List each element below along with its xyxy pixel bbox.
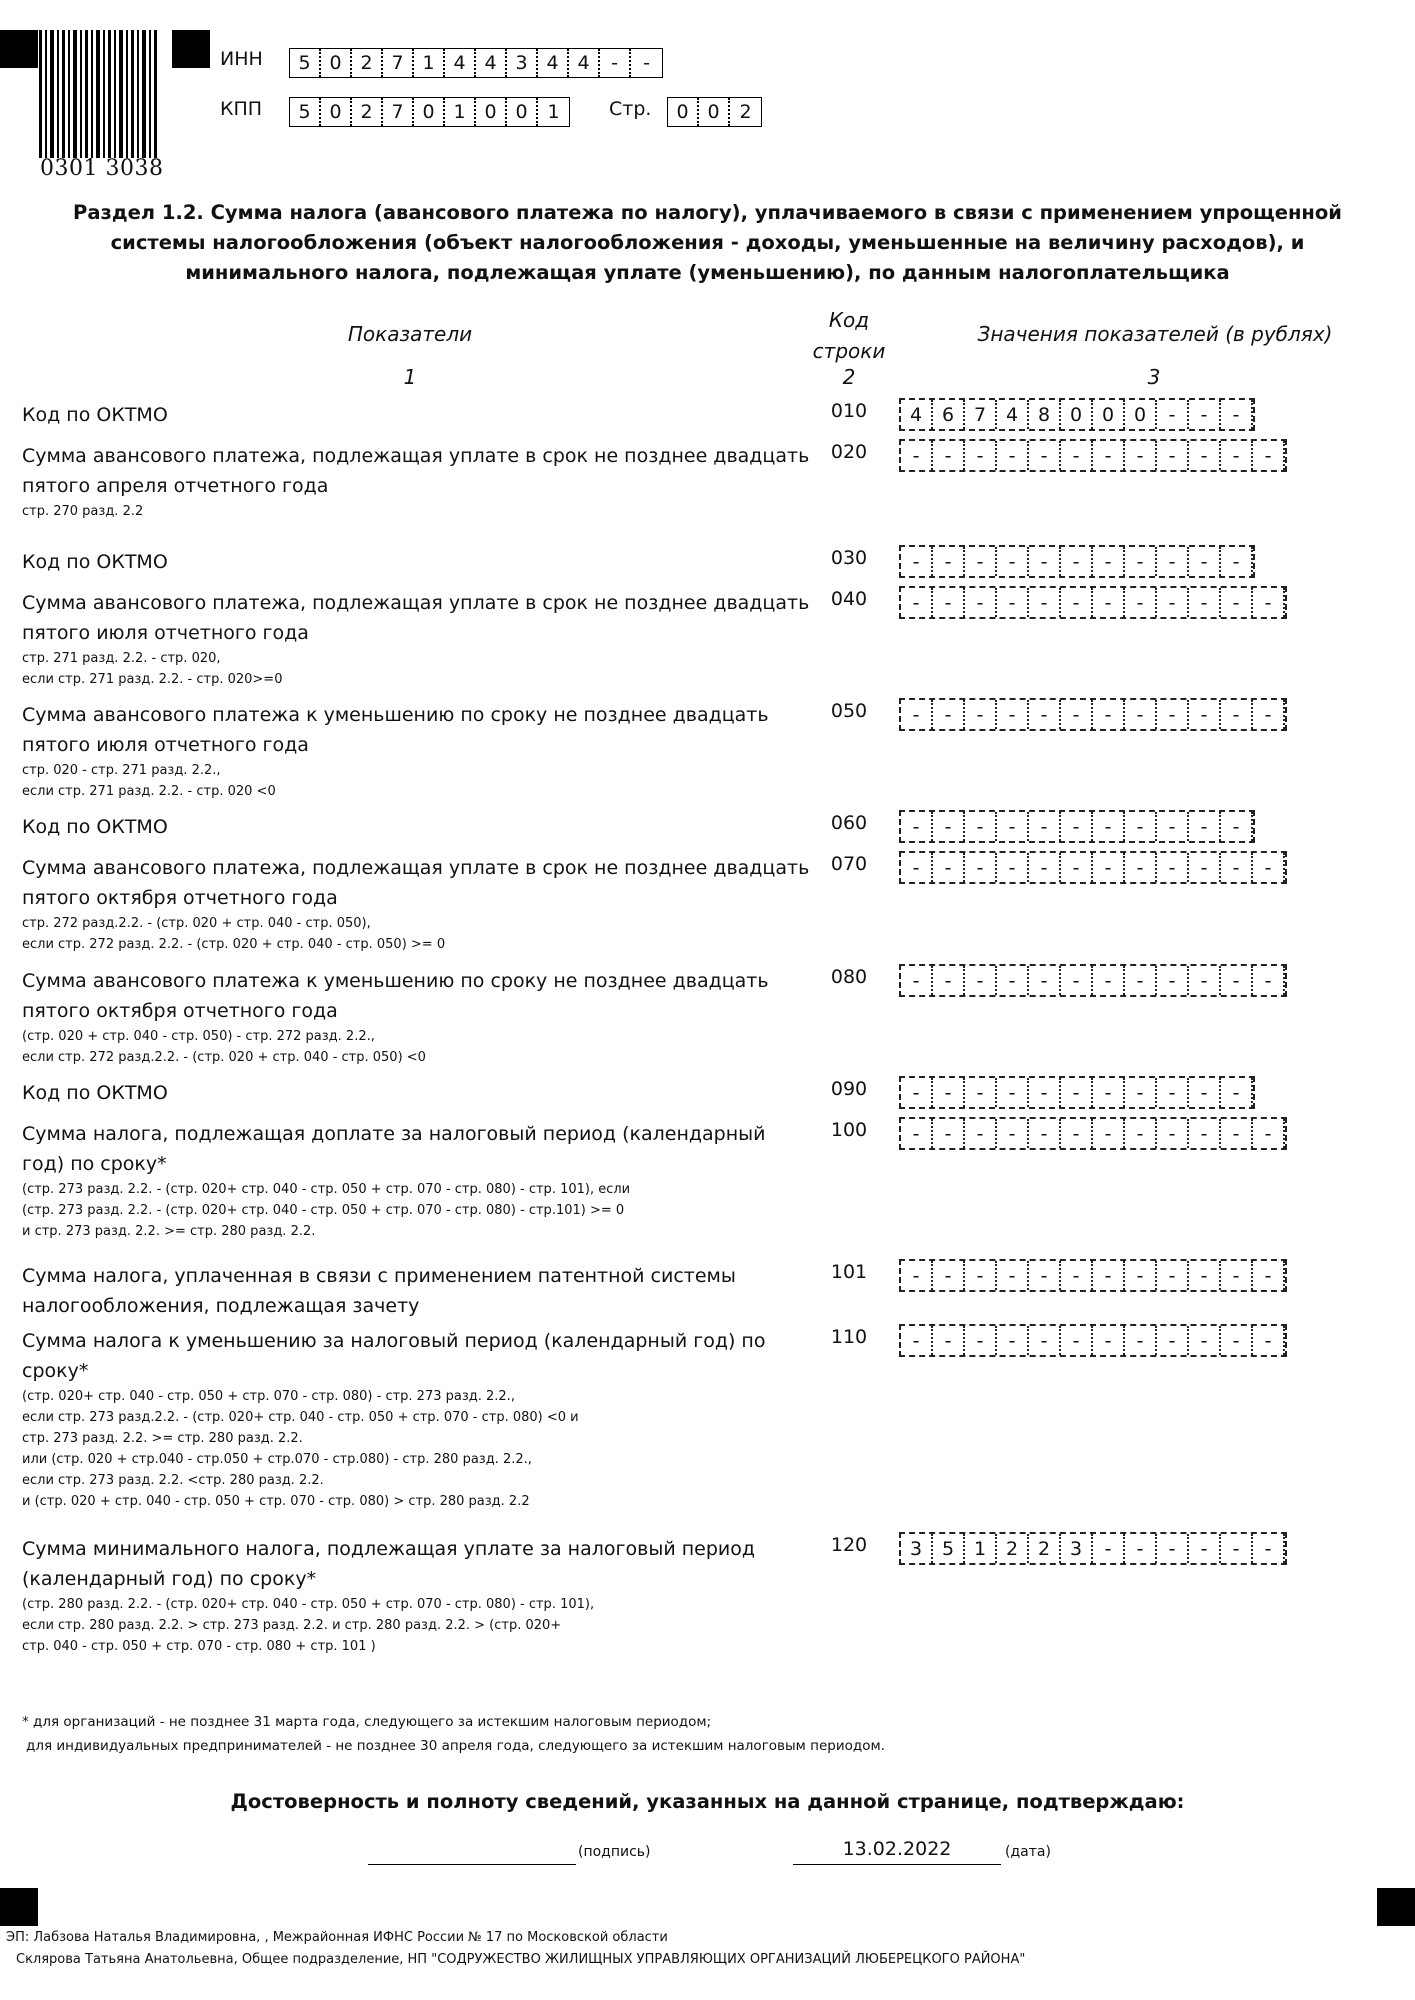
value-cell: -: [1093, 966, 1125, 995]
value-cell: -: [1093, 588, 1125, 617]
value-cell: -: [1221, 1534, 1253, 1563]
electronic-signature-line-1: ЭП: Лабзова Наталья Владимировна, , Межрайонная ИФНС России № 17 по Московской области: [6, 1930, 668, 1945]
value-cell: -: [997, 853, 1029, 882]
row-100-title: Сумма налога, подлежащая доплате за налоговый период (календарный год) по сроку*: [22, 1123, 766, 1175]
row-010-title: Код по ОКТМО: [22, 404, 168, 426]
row-120-code: 120: [830, 1534, 868, 1556]
value-cell: -: [997, 1261, 1029, 1290]
value-cell: -: [1157, 966, 1189, 995]
column-header-indicators: Показатели: [347, 322, 473, 346]
row-110-title: Сумма налога к уменьшению за налоговый период (календарный год) по сроку*: [22, 1330, 766, 1382]
value-cell: -: [1189, 1534, 1221, 1563]
row-030-value-field[interactable]: [899, 545, 1255, 578]
section-title-line-2: системы налогообложения (объект налогообложения - доходы, уменьшенные на величину расходов), и: [110, 231, 1305, 254]
row-080-code: 080: [830, 966, 868, 988]
value-cell: -: [965, 1078, 997, 1107]
row-070-formula-note: если стр. 272 разд. 2.2. - (стр. 020 + стр. 040 - стр. 050) >= 0: [22, 937, 446, 952]
row-101-label: [22, 1261, 812, 1321]
signature-caption: (подпись): [578, 1844, 651, 1860]
row-070-value-field[interactable]: [899, 851, 1287, 884]
value-cell: -: [901, 588, 933, 617]
value-cell: -: [1221, 441, 1253, 470]
value-cell: -: [1029, 588, 1061, 617]
value-cell: -: [901, 1078, 933, 1107]
inn-cell: 3: [507, 49, 538, 77]
row-030-label: [22, 547, 812, 577]
value-cell: -: [965, 441, 997, 470]
inn-cell: -: [600, 49, 631, 77]
value-cell: -: [965, 966, 997, 995]
row-060-title: Код по ОКТМО: [22, 816, 168, 838]
value-cell: -: [965, 812, 997, 841]
kpp-cell: 0: [507, 98, 538, 126]
value-cell: -: [901, 853, 933, 882]
row-080-formula-note: (стр. 020 + стр. 040 - стр. 050) - стр. 272 разд. 2.2.,: [22, 1029, 375, 1044]
value-cell: -: [1157, 812, 1189, 841]
value-cell: -: [997, 1326, 1029, 1355]
value-cell: 0: [1125, 400, 1157, 429]
inn-cell: 4: [569, 49, 600, 77]
column-header-code: [790, 305, 908, 367]
row-080-label: [22, 966, 812, 1068]
value-cell: -: [1157, 1119, 1189, 1148]
inn-field: [289, 48, 663, 78]
value-cell: -: [1061, 1326, 1093, 1355]
value-cell: 4: [997, 400, 1029, 429]
value-cell: -: [1157, 547, 1189, 576]
value-cell: -: [1125, 966, 1157, 995]
value-cell: -: [965, 547, 997, 576]
page-cell: 0: [668, 98, 699, 126]
row-090-value-field[interactable]: [899, 1076, 1255, 1109]
value-cell: -: [1221, 812, 1253, 841]
row-080-title: Сумма авансового платежа к уменьшению по сроку не позднее двадцать пятого октября отчетного года: [22, 970, 769, 1022]
kpp-cell: 5: [290, 98, 321, 126]
row-110-label: [22, 1326, 812, 1512]
value-cell: -: [1221, 700, 1253, 729]
row-100-code: 100: [830, 1119, 868, 1141]
value-cell: -: [1093, 441, 1125, 470]
row-020-code: 020: [830, 441, 868, 463]
row-110-formula-note: или (стр. 020 + стр.040 - стр.050 + стр.070 - стр.080) - стр. 280 разд. 2.2.,: [22, 1452, 532, 1467]
kpp-cell: 2: [352, 98, 383, 126]
value-cell: -: [901, 700, 933, 729]
row-070-formula-note: стр. 272 разд.2.2. - (стр. 020 + стр. 040 - стр. 050),: [22, 916, 371, 931]
page-cell: 2: [739, 101, 752, 123]
row-101-code: 101: [830, 1261, 868, 1283]
value-cell: -: [997, 588, 1029, 617]
value-cell: -: [1253, 441, 1285, 470]
value-cell: 2: [997, 1534, 1029, 1563]
value-cell: -: [1253, 1119, 1285, 1148]
value-cell: -: [1157, 853, 1189, 882]
row-120-formula-note: (стр. 280 разд. 2.2. - (стр. 020+ стр. 040 - стр. 050 + стр. 070 - стр. 080) - стр. 101),: [22, 1597, 595, 1612]
row-020-title: Сумма авансового платежа, подлежащая уплате в срок не позднее двадцать пятого апреля отчетного года: [22, 445, 810, 497]
row-030-title: Код по ОКТМО: [22, 551, 168, 573]
inn-cell: 7: [383, 49, 414, 77]
value-cell: -: [1125, 441, 1157, 470]
value-cell: -: [1029, 547, 1061, 576]
page-number-field: [667, 97, 762, 127]
value-cell: -: [1157, 1078, 1189, 1107]
value-cell: -: [1125, 812, 1157, 841]
value-cell: -: [1029, 441, 1061, 470]
column-number-1: 1: [403, 365, 417, 389]
value-cell: -: [933, 588, 965, 617]
value-cell: -: [1189, 400, 1221, 429]
inn-cell: 1: [414, 49, 445, 77]
row-080-value-field[interactable]: [899, 964, 1287, 997]
value-cell: -: [1061, 547, 1093, 576]
value-cell: -: [1157, 1326, 1189, 1355]
value-cell: -: [997, 966, 1029, 995]
kpp-field: [289, 97, 570, 127]
value-cell: -: [933, 547, 965, 576]
value-cell: 3: [901, 1534, 933, 1563]
row-040-value-field[interactable]: [899, 586, 1287, 619]
value-cell: -: [965, 1119, 997, 1148]
value-cell: -: [1253, 966, 1285, 995]
value-cell: -: [1061, 1261, 1093, 1290]
value-cell: -: [1189, 853, 1221, 882]
kpp-label: КПП: [220, 98, 263, 120]
value-cell: -: [965, 1261, 997, 1290]
row-100-value-field[interactable]: [899, 1117, 1287, 1150]
row-080-formula-note: если стр. 272 разд.2.2. - (стр. 020 + стр. 040 - стр. 050) <0: [22, 1050, 426, 1065]
barcode-number: 0301 3038: [40, 156, 164, 181]
kpp-cell: 7: [383, 98, 414, 126]
inn-cell: 0: [321, 49, 352, 77]
value-cell: -: [1221, 588, 1253, 617]
value-cell: -: [1029, 1119, 1061, 1148]
row-110-code: 110: [830, 1326, 868, 1348]
value-cell: -: [901, 441, 933, 470]
value-cell: -: [1061, 853, 1093, 882]
row-101-title: Сумма налога, уплаченная в связи с применением патентной системы налогообложения, подлежащая зачету: [22, 1265, 736, 1317]
kpp-cell: 1: [445, 98, 476, 126]
row-050-title: Сумма авансового платежа к уменьшению по сроку не позднее двадцать пятого июля отчетного года: [22, 704, 769, 756]
row-070-title: Сумма авансового платежа, подлежащая уплате в срок не позднее двадцать пятого октября отчетного года: [22, 857, 810, 909]
row-060-value-field[interactable]: [899, 810, 1255, 843]
value-cell: -: [1189, 547, 1221, 576]
corner-marker-top-right: [172, 30, 210, 68]
value-cell: -: [1125, 700, 1157, 729]
value-cell: -: [1221, 1078, 1253, 1107]
footnote-line-2: для индивидуальных предпринимателей - не позднее 30 апреля года, следующего за истекшим налоговым периодом.: [26, 1738, 885, 1754]
column-header-code-line-1: Код: [828, 308, 870, 332]
value-cell: -: [997, 812, 1029, 841]
inn-cell: 4: [445, 49, 476, 77]
column-header-values: Значения показателей (в рублях): [977, 322, 1333, 346]
value-cell: -: [1253, 1326, 1285, 1355]
value-cell: -: [1157, 700, 1189, 729]
page-cell: 0: [699, 98, 730, 126]
column-header-code-line-2: строки: [812, 339, 886, 363]
value-cell: -: [1125, 853, 1157, 882]
row-010-label: [22, 400, 812, 430]
value-cell: -: [933, 1326, 965, 1355]
value-cell: -: [1061, 700, 1093, 729]
value-cell: -: [933, 700, 965, 729]
value-cell: -: [997, 547, 1029, 576]
row-020-value-field[interactable]: [899, 439, 1287, 472]
value-cell: -: [1061, 966, 1093, 995]
value-cell: -: [1125, 1261, 1157, 1290]
value-cell: 4: [901, 400, 933, 429]
row-050-value-field[interactable]: [899, 698, 1287, 731]
value-cell: -: [1157, 400, 1189, 429]
value-cell: -: [1093, 853, 1125, 882]
value-cell: 6: [933, 400, 965, 429]
value-cell: -: [965, 853, 997, 882]
value-cell: -: [1189, 966, 1221, 995]
row-070-label: [22, 853, 812, 955]
section-title: [60, 198, 1355, 288]
value-cell: -: [1029, 966, 1061, 995]
value-cell: 8: [1029, 400, 1061, 429]
row-110-formula-note: если стр. 273 разд.2.2. - (стр. 020+ стр. 040 - стр. 050 + стр. 070 - стр. 080) <0 и: [22, 1410, 579, 1425]
row-010-code: 010: [830, 400, 868, 422]
value-cell: -: [1221, 966, 1253, 995]
value-cell: -: [901, 1261, 933, 1290]
value-cell: -: [1221, 1326, 1253, 1355]
row-120-label: [22, 1534, 812, 1657]
electronic-signature: [6, 1927, 1025, 1971]
value-cell: -: [1157, 441, 1189, 470]
value-cell: -: [1125, 588, 1157, 617]
row-030-code: 030: [830, 547, 868, 569]
row-100-formula-note: (стр. 273 разд. 2.2. - (стр. 020+ стр. 040 - стр. 050 + стр. 070 - стр. 080) - стр.101) >= 0: [22, 1203, 625, 1218]
value-cell: -: [997, 700, 1029, 729]
value-cell: -: [1093, 1261, 1125, 1290]
value-cell: -: [1221, 1119, 1253, 1148]
value-cell: -: [901, 1326, 933, 1355]
date-value: 13.02.2022: [842, 1838, 952, 1860]
row-070-code: 070: [830, 853, 868, 875]
kpp-cell: 0: [321, 98, 352, 126]
value-cell: -: [1029, 1261, 1061, 1290]
inn-label: ИНН: [220, 48, 263, 70]
value-cell: -: [1093, 1119, 1125, 1148]
row-101-value-field[interactable]: [899, 1259, 1287, 1292]
row-040-formula-note: если стр. 271 разд. 2.2. - стр. 020>=0: [22, 672, 283, 687]
row-040-formula-note: стр. 271 разд. 2.2. - стр. 020,: [22, 651, 221, 666]
inn-cell: -: [643, 52, 650, 74]
row-100-label: [22, 1119, 812, 1242]
value-cell: -: [1061, 1119, 1093, 1148]
value-cell: -: [1221, 547, 1253, 576]
value-cell: 0: [1061, 400, 1093, 429]
row-120-title: Сумма минимального налога, подлежащая уплате за налоговый период (календарный год) по сроку*: [22, 1538, 755, 1590]
inn-cell: 5: [290, 49, 321, 77]
value-cell: -: [1029, 1078, 1061, 1107]
corner-marker-bottom-left: [0, 1888, 38, 1926]
confirmation-text: Достоверность и полноту сведений, указанных на данной странице, подтверждаю:: [230, 1790, 1185, 1813]
row-050-code: 050: [830, 700, 868, 722]
value-cell: -: [965, 588, 997, 617]
row-010-value-field[interactable]: [899, 398, 1255, 431]
row-110-formula-note: если стр. 273 разд. 2.2. <стр. 280 разд. 2.2.: [22, 1473, 324, 1488]
row-020-formula-note: стр. 270 разд. 2.2: [22, 504, 144, 519]
value-cell: -: [1189, 1326, 1221, 1355]
row-120-formula-note: если стр. 280 разд. 2.2. > стр. 273 разд. 2.2. и стр. 280 разд. 2.2. > (стр. 020+: [22, 1618, 562, 1633]
kpp-cell: 0: [414, 98, 445, 126]
value-cell: -: [1157, 1534, 1189, 1563]
value-cell: -: [1093, 547, 1125, 576]
value-cell: 1: [965, 1534, 997, 1563]
value-cell: -: [1125, 1326, 1157, 1355]
value-cell: -: [1125, 547, 1157, 576]
value-cell: -: [1157, 1261, 1189, 1290]
value-cell: -: [1253, 588, 1285, 617]
footnote: [22, 1710, 885, 1758]
value-cell: -: [1125, 1119, 1157, 1148]
inn-cell: 2: [352, 49, 383, 77]
kpp-cell: 0: [476, 98, 507, 126]
column-number-3: 3: [1147, 365, 1161, 389]
row-090-title: Код по ОКТМО: [22, 1082, 168, 1104]
value-cell: 5: [933, 1534, 965, 1563]
corner-marker-top-left: [0, 30, 38, 68]
value-cell: -: [1221, 1261, 1253, 1290]
row-110-formula-note: (стр. 020+ стр. 040 - стр. 050 + стр. 070 - стр. 080) - стр. 273 разд. 2.2.,: [22, 1389, 515, 1404]
value-cell: -: [901, 812, 933, 841]
signature-line[interactable]: [368, 1838, 576, 1865]
value-cell: -: [933, 1119, 965, 1148]
kpp-cell: 1: [547, 101, 560, 123]
value-cell: -: [1221, 400, 1253, 429]
value-cell: -: [1061, 588, 1093, 617]
value-cell: -: [1189, 1119, 1221, 1148]
value-cell: -: [1029, 700, 1061, 729]
value-cell: -: [1061, 441, 1093, 470]
row-050-formula-note: если стр. 271 разд. 2.2. - стр. 020 <0: [22, 784, 276, 799]
value-cell: -: [933, 1261, 965, 1290]
value-cell: -: [901, 547, 933, 576]
value-cell: -: [1029, 812, 1061, 841]
value-cell: -: [1061, 812, 1093, 841]
value-cell: -: [901, 1119, 933, 1148]
row-110-formula-note: стр. 273 разд. 2.2. >= стр. 280 разд. 2.2.: [22, 1431, 303, 1446]
value-cell: 2: [1029, 1534, 1061, 1563]
row-090-label: [22, 1078, 812, 1108]
value-cell: -: [1253, 1261, 1285, 1290]
row-060-code: 060: [830, 812, 868, 834]
barcode: [37, 30, 162, 158]
value-cell: -: [1189, 441, 1221, 470]
value-cell: -: [1189, 812, 1221, 841]
value-cell: -: [997, 441, 1029, 470]
row-110-formula-note: и (стр. 020 + стр. 040 - стр. 050 + стр. 070 - стр. 080) > стр. 280 разд. 2.2: [22, 1494, 530, 1509]
row-050-formula-note: стр. 020 - стр. 271 разд. 2.2.,: [22, 763, 221, 778]
corner-marker-bottom-right: [1377, 1888, 1415, 1926]
row-040-code: 040: [830, 588, 868, 610]
value-cell: -: [933, 966, 965, 995]
inn-cell: 4: [476, 49, 507, 77]
row-040-label: [22, 588, 812, 690]
value-cell: -: [901, 966, 933, 995]
value-cell: -: [1157, 588, 1189, 617]
value-cell: -: [1253, 1534, 1285, 1563]
value-cell: -: [1253, 700, 1285, 729]
row-120-value-field[interactable]: [899, 1532, 1287, 1565]
value-cell: -: [965, 1326, 997, 1355]
value-cell: -: [1029, 853, 1061, 882]
row-090-code: 090: [830, 1078, 868, 1100]
value-cell: -: [1093, 700, 1125, 729]
value-cell: -: [933, 441, 965, 470]
value-cell: -: [1125, 1534, 1157, 1563]
value-cell: -: [1029, 1326, 1061, 1355]
date-caption: (дата): [1005, 1844, 1051, 1860]
value-cell: -: [1061, 1078, 1093, 1107]
value-cell: -: [965, 700, 997, 729]
row-110-value-field[interactable]: [899, 1324, 1287, 1357]
value-cell: -: [933, 1078, 965, 1107]
value-cell: -: [1189, 1261, 1221, 1290]
value-cell: -: [997, 1078, 1029, 1107]
row-040-title: Сумма авансового платежа, подлежащая уплате в срок не позднее двадцать пятого июля отчетного года: [22, 592, 810, 644]
page-label: Стр.: [609, 98, 652, 120]
row-050-label: [22, 700, 812, 802]
row-020-label: [22, 441, 812, 522]
value-cell: -: [1253, 853, 1285, 882]
row-100-formula-note: (стр. 273 разд. 2.2. - (стр. 020+ стр. 040 - стр. 050 + стр. 070 - стр. 080) - стр. 101), если: [22, 1182, 631, 1197]
value-cell: -: [997, 1119, 1029, 1148]
column-number-2: 2: [842, 365, 856, 389]
value-cell: 3: [1061, 1534, 1093, 1563]
section-title-line-1: Раздел 1.2. Сумма налога (авансового платежа по налогу), уплачиваемого в связи с применением упрощенной: [73, 201, 1342, 224]
value-cell: -: [933, 812, 965, 841]
electronic-signature-line-2: Склярова Татьяна Анатольевна, Общее подразделение, НП "СОДРУЖЕСТВО ЖИЛИЩНЫХ УПРАВЛЯЮЩИХ ОРГАНИЗАЦИЙ ЛЮБЕРЕЦКОГО РАЙОНА": [16, 1952, 1026, 1967]
row-120-formula-note: стр. 040 - стр. 050 + стр. 070 - стр. 080 + стр. 101 ): [22, 1639, 376, 1654]
value-cell: -: [933, 853, 965, 882]
row-100-formula-note: и стр. 273 разд. 2.2. >= стр. 280 разд. 2.2.: [22, 1224, 316, 1239]
value-cell: -: [1093, 1534, 1125, 1563]
value-cell: -: [1189, 700, 1221, 729]
value-cell: -: [1125, 1078, 1157, 1107]
value-cell: 7: [965, 400, 997, 429]
value-cell: -: [1093, 812, 1125, 841]
value-cell: 0: [1093, 400, 1125, 429]
section-title-line-3: минимального налога, подлежащая уплате (уменьшению), по данным налогоплательщика: [185, 261, 1230, 284]
inn-cell: 4: [538, 49, 569, 77]
footnote-line-1: * для организаций - не позднее 31 марта года, следующего за истекшим налоговым периодом;: [22, 1714, 712, 1730]
value-cell: -: [1093, 1326, 1125, 1355]
row-060-label: [22, 812, 812, 842]
value-cell: -: [1189, 588, 1221, 617]
value-cell: -: [1221, 853, 1253, 882]
value-cell: -: [1093, 1078, 1125, 1107]
value-cell: -: [1189, 1078, 1221, 1107]
